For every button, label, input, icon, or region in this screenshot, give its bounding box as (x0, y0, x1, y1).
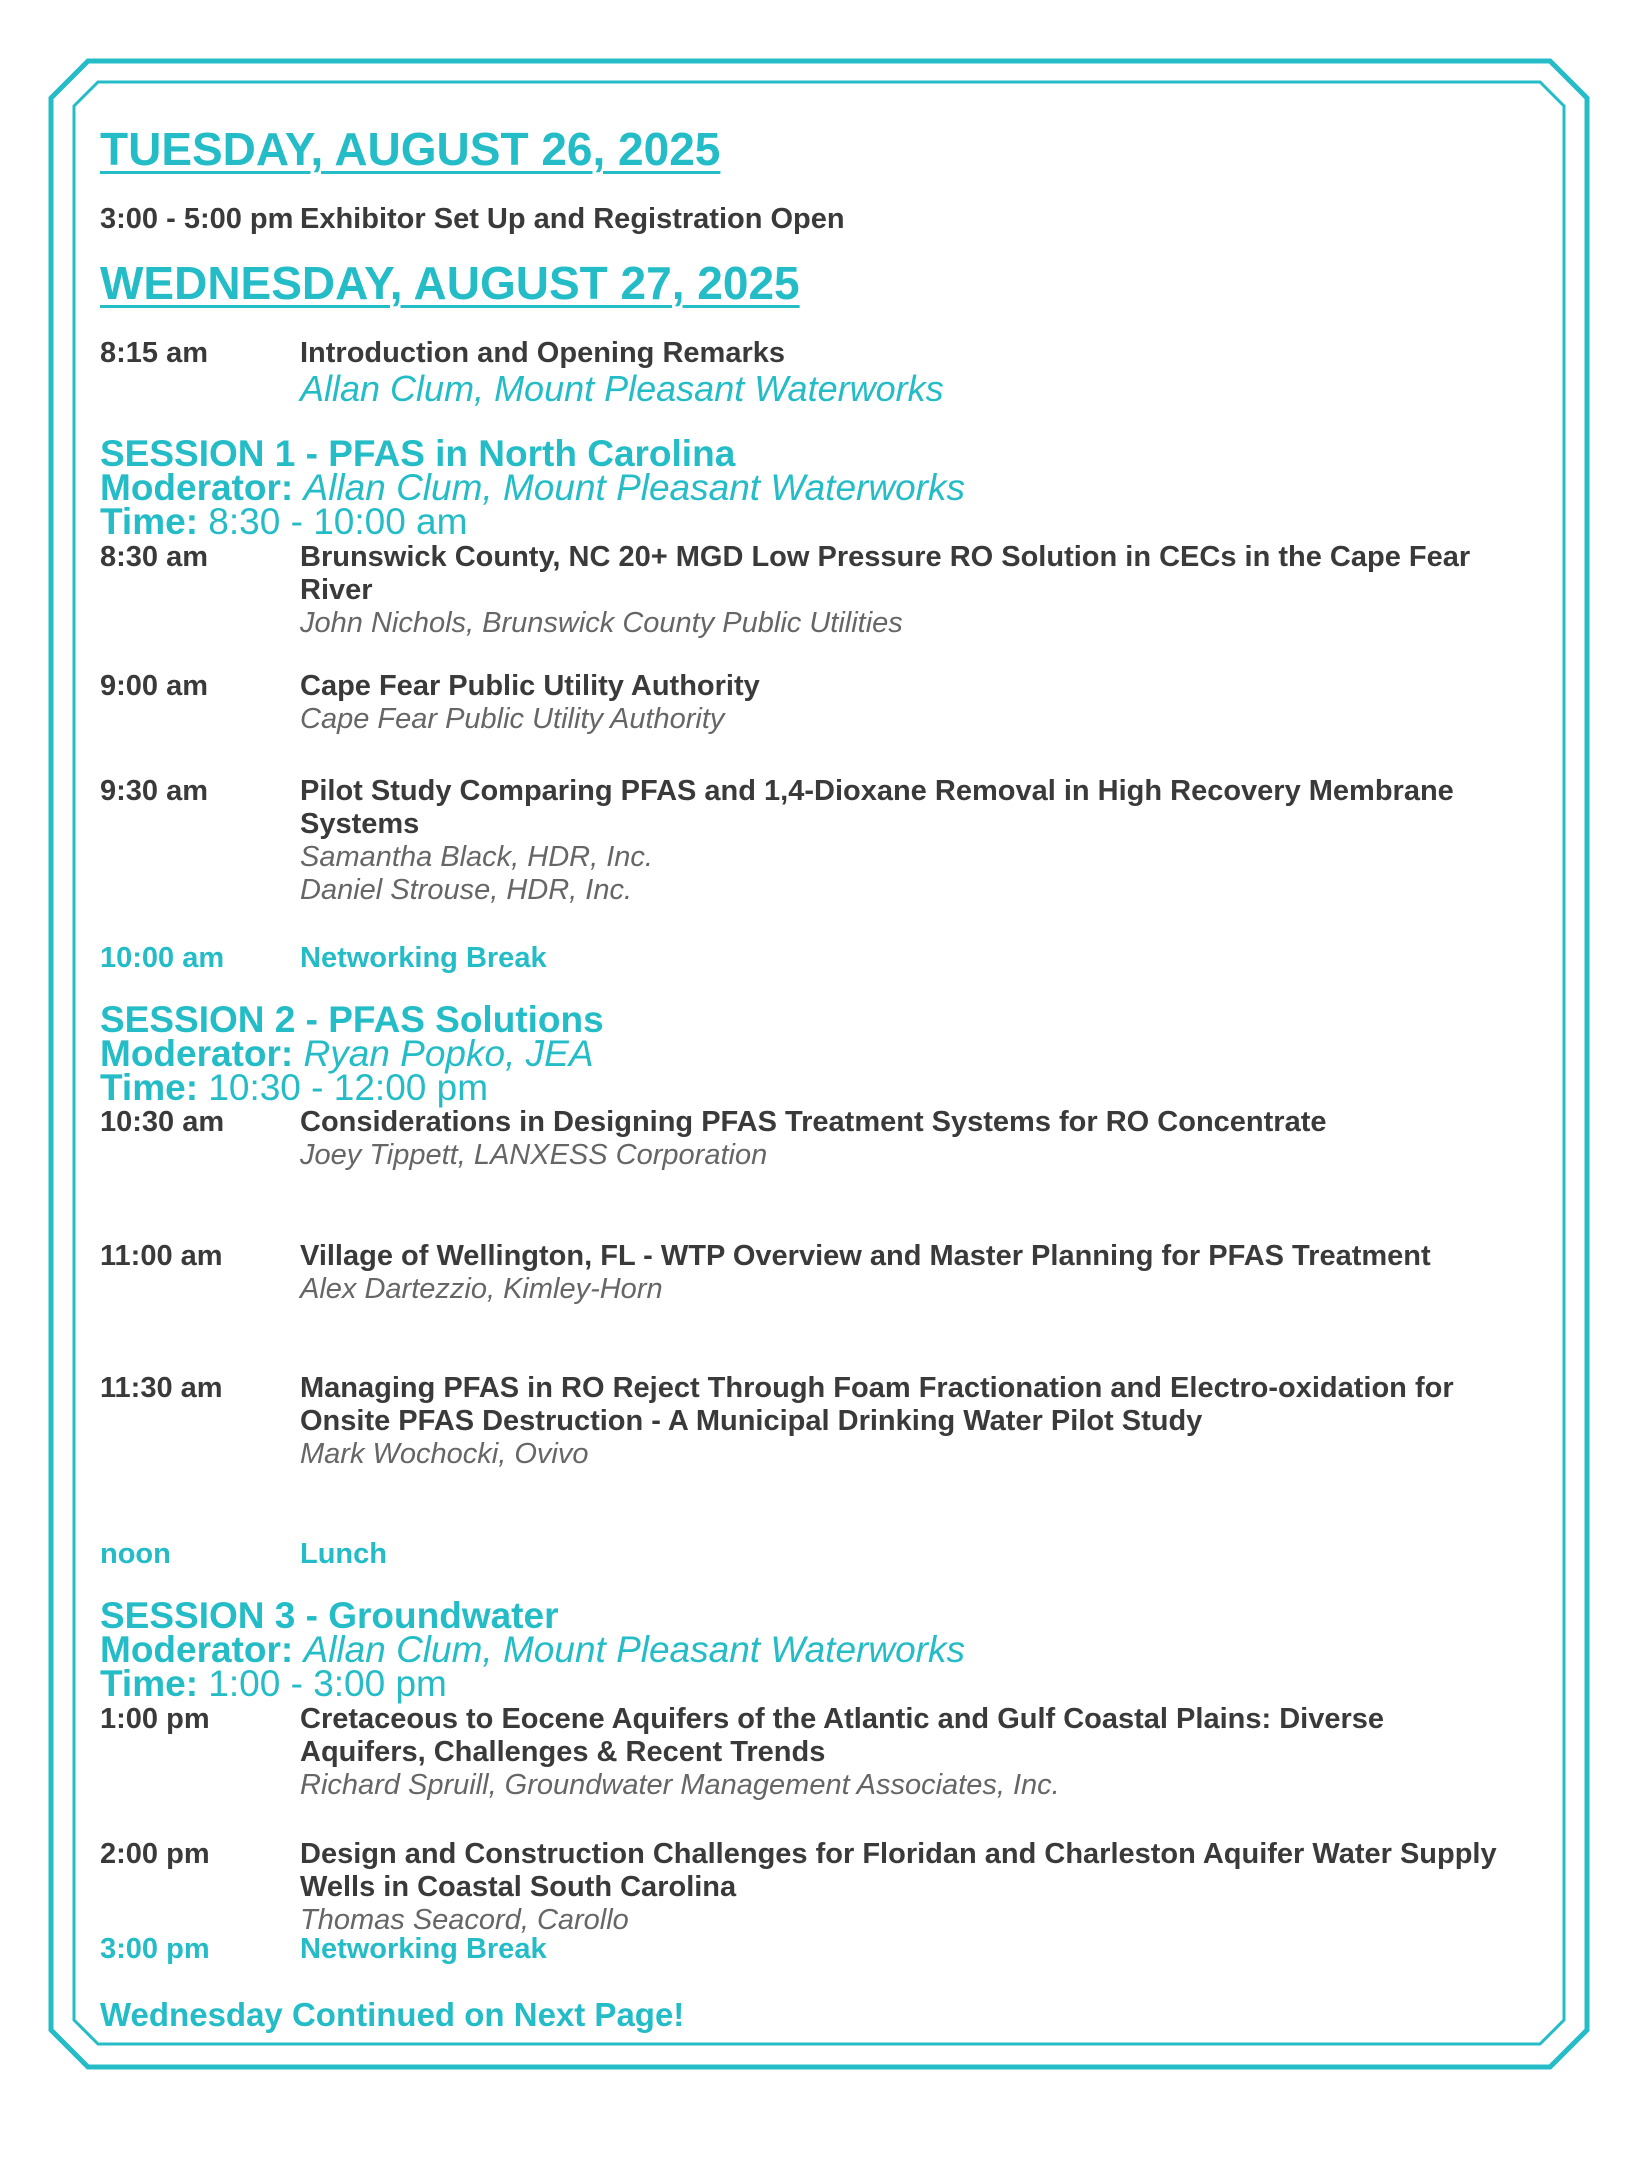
talk-speaker: John Nichols, Brunswick County Public Utilities (300, 607, 903, 639)
talk-speaker: Joey Tippett, LANXESS Corporation (300, 1139, 768, 1171)
break-time: 10:00 am (100, 942, 225, 974)
talk-time: 11:00 am (100, 1240, 223, 1272)
talk-time: 9:30 am (100, 775, 209, 807)
tuesday-registration-time: 3:00 - 5:00 pm (100, 203, 294, 235)
session-1-moderator: Allan Clum, Mount Pleasant Waterworks (303, 467, 965, 508)
session-2-moderator-label: Moderator: (100, 1033, 294, 1074)
talk-time: 1:00 pm (100, 1703, 210, 1735)
talk-title: Cretaceous to Eocene Aquifers of the Atlantic and Gulf Coastal Plains: Diverse Aquifers, Challenges & Recent Trends (300, 1703, 1384, 1768)
opening-title: Introduction and Opening Remarks (300, 337, 785, 369)
talk-speaker: Samantha Black, HDR, Inc. Daniel Strouse, HDR, Inc. (300, 841, 653, 906)
opening-time: 8:15 am (100, 337, 209, 369)
talk-time: 9:00 am (100, 670, 209, 702)
session-1-time: 8:30 - 10:00 am (208, 501, 468, 542)
talk-speaker: Richard Spruill, Groundwater Management Associates, Inc. (300, 1769, 1060, 1801)
break-label: Networking Break (300, 942, 547, 974)
opening-speaker: Allan Clum, Mount Pleasant Waterworks (300, 368, 944, 409)
session-1-title: SESSION 1 - PFAS in North Carolina (100, 433, 736, 474)
break-label: Networking Break (300, 1933, 547, 1965)
tuesday-registration-event: Exhibitor Set Up and Registration Open (300, 203, 845, 235)
session-3-time-label: Time: (100, 1663, 199, 1704)
talk-time: 10:30 am (100, 1106, 225, 1138)
session-2-title: SESSION 2 - PFAS Solutions (100, 999, 604, 1040)
session-3-moderator: Allan Clum, Mount Pleasant Waterworks (303, 1629, 965, 1670)
talk-title: Design and Construction Challenges for Floridan and Charleston Aquifer Water Supply Wells in Coastal South Carolina (300, 1838, 1497, 1903)
talk-speaker: Mark Wochocki, Ovivo (300, 1438, 589, 1470)
talk-title: Considerations in Designing PFAS Treatment Systems for RO Concentrate (300, 1106, 1327, 1138)
break-time: 3:00 pm (100, 1933, 210, 1965)
session-2-header (100, 999, 604, 1108)
session-3-time: 1:00 - 3:00 pm (208, 1663, 447, 1704)
session-2-time-label: Time: (100, 1067, 199, 1108)
talk-title: Cape Fear Public Utility Authority (300, 670, 760, 702)
session-2-time: 10:30 - 12:00 pm (208, 1067, 489, 1108)
session-1-time-label: Time: (100, 501, 199, 542)
break-label: Lunch (300, 1538, 387, 1570)
session-3-moderator-label: Moderator: (100, 1629, 294, 1670)
talk-time: 11:30 am (100, 1372, 223, 1404)
talk-speaker: Alex Dartezzio, Kimley-Horn (300, 1273, 663, 1305)
wednesday-heading: WEDNESDAY, AUGUST 27, 2025 (100, 257, 800, 309)
talk-title: Pilot Study Comparing PFAS and 1,4-Dioxane Removal in High Recovery Membrane Systems (300, 775, 1454, 840)
session-3-title: SESSION 3 - Groundwater (100, 1595, 559, 1636)
talk-title: Village of Wellington, FL - WTP Overview and Master Planning for PFAS Treatment (300, 1240, 1431, 1272)
talk-title: Managing PFAS in RO Reject Through Foam Fractionation and Electro-oxidation for Onsite PFAS Destruction - A Municipal Drinking Water Pilot Study (300, 1372, 1454, 1437)
talk-title: Brunswick County, NC 20+ MGD Low Pressure RO Solution in CECs in the Cape Fear River (300, 541, 1471, 606)
talk-time: 8:30 am (100, 541, 209, 573)
session-1-moderator-label: Moderator: (100, 467, 294, 508)
session-3-header (100, 1595, 965, 1704)
session-1-header (100, 433, 965, 542)
tuesday-heading: TUESDAY, AUGUST 26, 2025 (100, 123, 721, 175)
continued-note: Wednesday Continued on Next Page! (100, 1996, 685, 2033)
talk-speaker: Thomas Seacord, Carollo (300, 1904, 629, 1936)
talk-time: 2:00 pm (100, 1838, 210, 1870)
talk-speaker: Cape Fear Public Utility Authority (300, 703, 725, 735)
break-time: noon (100, 1538, 171, 1570)
session-2-moderator: Ryan Popko, JEA (303, 1033, 594, 1074)
